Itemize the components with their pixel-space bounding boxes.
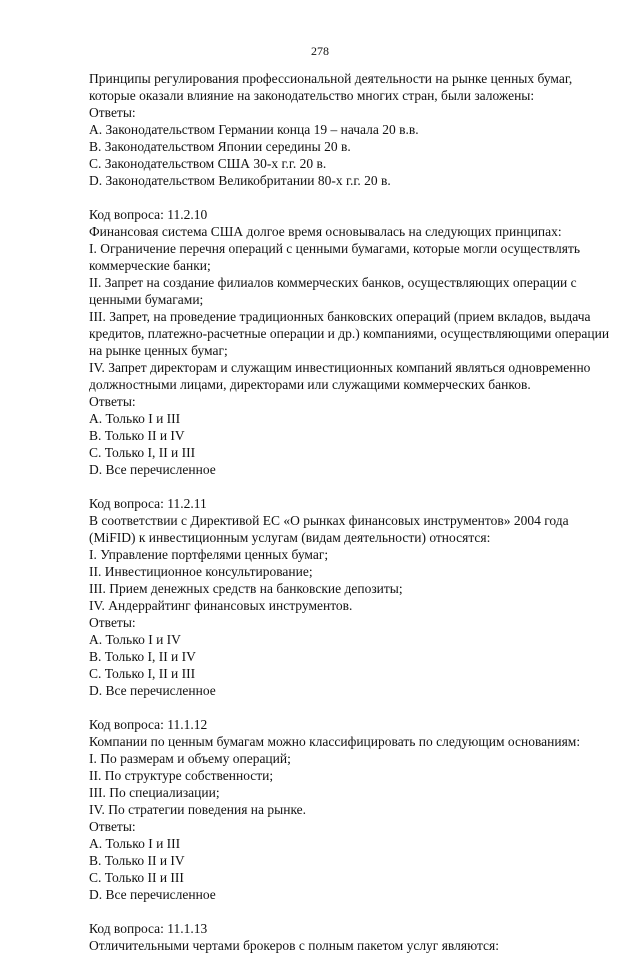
answer-option-a: A. Только I и III <box>89 836 181 851</box>
answer-option-a: A. Законодательством Германии конца 19 – начала 20 в.в. <box>89 122 419 137</box>
statement-line: II. По структуре собственности; <box>89 768 274 783</box>
statement-line: IV. Запрет директорам и служащим инвестиционных компаний являться одновременно <box>89 360 591 375</box>
page-number: 278 <box>311 44 329 58</box>
statement-line: коммерческие банки; <box>89 258 211 273</box>
answer-option-b: B. Только I, II и IV <box>89 649 196 664</box>
answer-option-c: C. Только I, II и III <box>89 445 196 460</box>
answer-option-c: C. Законодательством США 30-х г.г. 20 в. <box>89 156 327 171</box>
question-text-line: Принципы регулирования профессиональной деятельности на рынке ценных бумаг, <box>89 71 573 86</box>
question-text-line: В соответствии с Директивой ЕС «О рынках финансовых инструментов» 2004 года <box>89 513 569 528</box>
statement-line: I. Управление портфелями ценных бумаг; <box>89 547 329 562</box>
question-text-line: которые оказали влияние на законодательство многих стран, были заложены: <box>89 88 535 103</box>
statement-line: должностными лицами, директорами или служащими коммерческих банков. <box>89 377 531 392</box>
statement-line: III. По специализации; <box>89 785 220 800</box>
answer-option-d: D. Законодательством Великобритании 80-х г.г. 20 в. <box>89 173 391 188</box>
statement-line: IV. По стратегии поведения на рынке. <box>89 802 307 817</box>
statement-line: на рынке ценных бумаг; <box>89 343 228 358</box>
answer-option-b: B. Только II и IV <box>89 853 185 868</box>
question-block-5 <box>89 920 609 954</box>
statement-line: III. Прием денежных средств на банковские депозиты; <box>89 581 403 596</box>
question-code: Код вопроса: 11.2.10 <box>89 207 208 222</box>
document-body <box>89 70 609 971</box>
answer-option-d: D. Все перечисленное <box>89 887 216 902</box>
answer-option-c: C. Только II и III <box>89 870 184 885</box>
statement-line: кредитов, платежно-расчетные операции и др.) компаниями, осуществляющими операции <box>89 326 610 341</box>
statement-line: III. Запрет, на проведение традиционных банковских операций (прием вкладов, выдача <box>89 309 591 324</box>
statement-line: IV. Андеррайтинг финансовых инструментов. <box>89 598 353 613</box>
answers-label: Ответы: <box>89 615 136 630</box>
statement-line: II. Инвестиционное консультирование; <box>89 564 313 579</box>
question-text-line: Финансовая система США долгое время основывалась на следующих принципах: <box>89 224 562 239</box>
answer-option-a: A. Только I и IV <box>89 632 181 647</box>
statement-line: I. По размерам и объему операций; <box>89 751 291 766</box>
answers-label: Ответы: <box>89 819 136 834</box>
answer-option-a: A. Только I и III <box>89 411 181 426</box>
answer-option-c: C. Только I, II и III <box>89 666 196 681</box>
answer-option-b: B. Только II и IV <box>89 428 185 443</box>
question-code: Код вопроса: 11.1.12 <box>89 717 208 732</box>
question-text-line: (MiFID) к инвестиционным услугам (видам деятельности) относятся: <box>89 530 491 545</box>
answers-label: Ответы: <box>89 105 136 120</box>
answer-option-b: B. Законодательством Японии середины 20 в. <box>89 139 351 154</box>
answers-label: Ответы: <box>89 394 136 409</box>
question-text-line: Компании по ценным бумагам можно классифицировать по следующим основаниям: <box>89 734 581 749</box>
question-code: Код вопроса: 11.2.11 <box>89 496 207 511</box>
question-code: Код вопроса: 11.1.13 <box>89 921 208 936</box>
question-block-2 <box>89 206 609 478</box>
statement-line: ценными бумагами; <box>89 292 204 307</box>
answer-option-d: D. Все перечисленное <box>89 462 216 477</box>
statement-line: II. Запрет на создание филиалов коммерческих банков, осуществляющих операции с <box>89 275 577 290</box>
statement-line: I. Ограничение перечня операций с ценными бумагами, которые могли осуществлять <box>89 241 581 256</box>
question-text-line: Отличительными чертами брокеров с полным пакетом услуг являются: <box>89 938 499 953</box>
question-block-3 <box>89 495 609 699</box>
question-block-1 <box>89 70 609 189</box>
question-block-4 <box>89 716 609 903</box>
answer-option-d: D. Все перечисленное <box>89 683 216 698</box>
